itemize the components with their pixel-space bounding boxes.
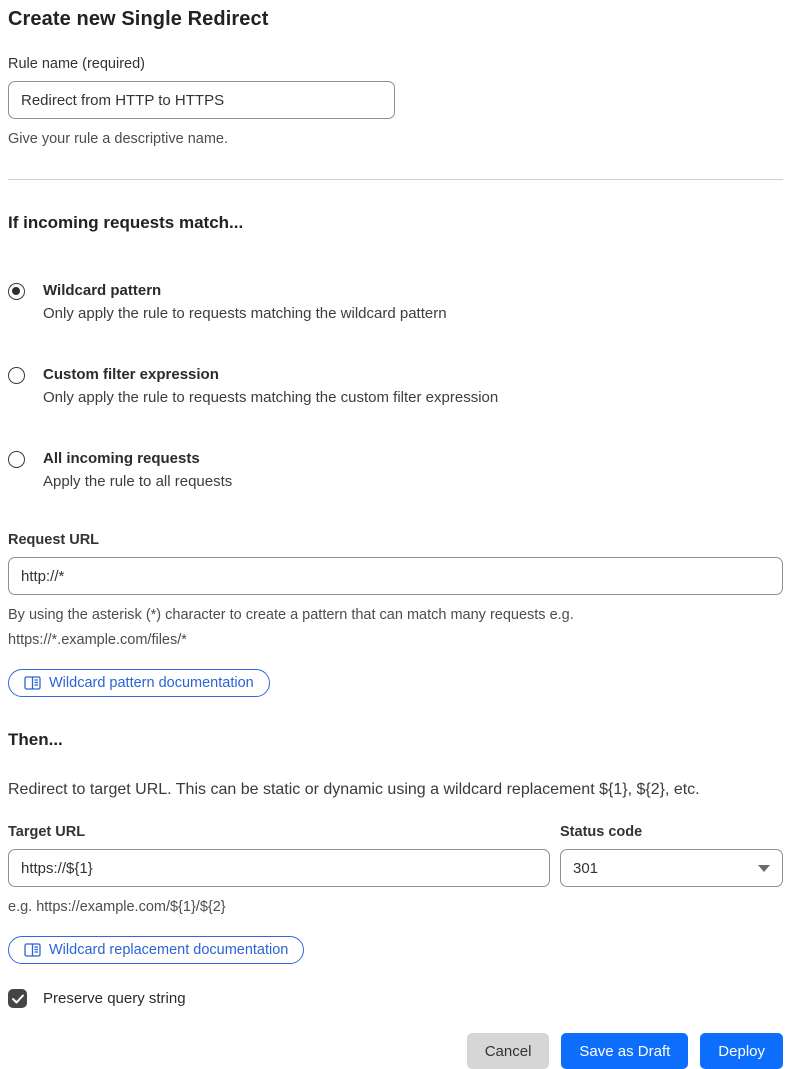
preserve-query-label[interactable]: Preserve query string [43,990,186,1007]
radio-label[interactable]: Custom filter expression [43,366,219,383]
target-row [8,824,783,887]
open-book-icon [24,676,41,690]
open-book-icon [24,943,41,957]
footer-actions [8,1033,783,1069]
radio-button[interactable] [8,451,25,468]
radio-option-all-incoming-requests[interactable] [8,448,783,494]
then-section-description: Redirect to target URL. This can be static or dynamic using a wildcard replacement ${1}, ${2}, etc. [8,781,700,798]
radio-option-custom-filter-expression[interactable] [8,364,783,410]
cancel-button[interactable]: Cancel [467,1033,550,1069]
request-url-block [8,532,783,697]
deploy-button[interactable]: Deploy [700,1033,783,1069]
save-as-draft-button[interactable]: Save as Draft [561,1033,688,1069]
page-title: Create new Single Redirect [8,8,269,30]
wildcard-replacement-docs-button[interactable] [8,936,304,964]
target-url-input[interactable] [8,849,550,887]
target-url-label: Target URL [8,824,86,840]
rule-name-input[interactable] [8,81,395,119]
status-code-block [560,824,783,887]
request-url-input[interactable] [8,557,783,595]
radio-text [43,364,498,410]
preserve-query-row[interactable] [8,989,783,1008]
request-url-label: Request URL [8,532,100,548]
request-url-help-line2: https://*.example.com/files/* [8,632,187,648]
status-code-select[interactable] [560,849,783,887]
radio-description: Only apply the rule to requests matching the custom filter expression [43,389,499,406]
radio-text [43,280,447,326]
doc-button-label: Wildcard pattern documentation [49,675,254,691]
section-divider [8,179,783,180]
radio-option-wildcard-pattern[interactable] [8,280,783,326]
radio-button[interactable] [8,283,25,300]
radio-label[interactable]: All incoming requests [43,450,200,467]
radio-button[interactable] [8,367,25,384]
rule-name-help: Give your rule a descriptive name. [8,131,229,147]
checkmark-icon [12,994,24,1004]
chevron-down-icon [758,865,770,872]
target-url-help: e.g. https://example.com/${1}/${2} [8,899,226,915]
doc-button-label: Wildcard replacement documentation [49,942,289,958]
preserve-query-checkbox[interactable] [8,989,27,1008]
radio-text [43,448,232,494]
request-url-help-line1: By using the asterisk (*) character to create a pattern that can match many requests e.g. [8,607,574,623]
wildcard-pattern-docs-button[interactable] [8,669,270,697]
target-url-block [8,824,550,887]
rule-name-label: Rule name (required) [8,56,146,72]
radio-label[interactable]: Wildcard pattern [43,282,162,299]
then-section-heading: Then... [8,730,63,749]
radio-description: Apply the rule to all requests [43,473,233,490]
status-code-label: Status code [560,824,643,840]
match-options-radio-group [8,280,783,494]
status-code-value: 301 [573,859,599,877]
request-url-help [8,603,783,653]
match-section-heading: If incoming requests match... [8,213,244,232]
radio-description: Only apply the rule to requests matching the wildcard pattern [43,305,447,322]
